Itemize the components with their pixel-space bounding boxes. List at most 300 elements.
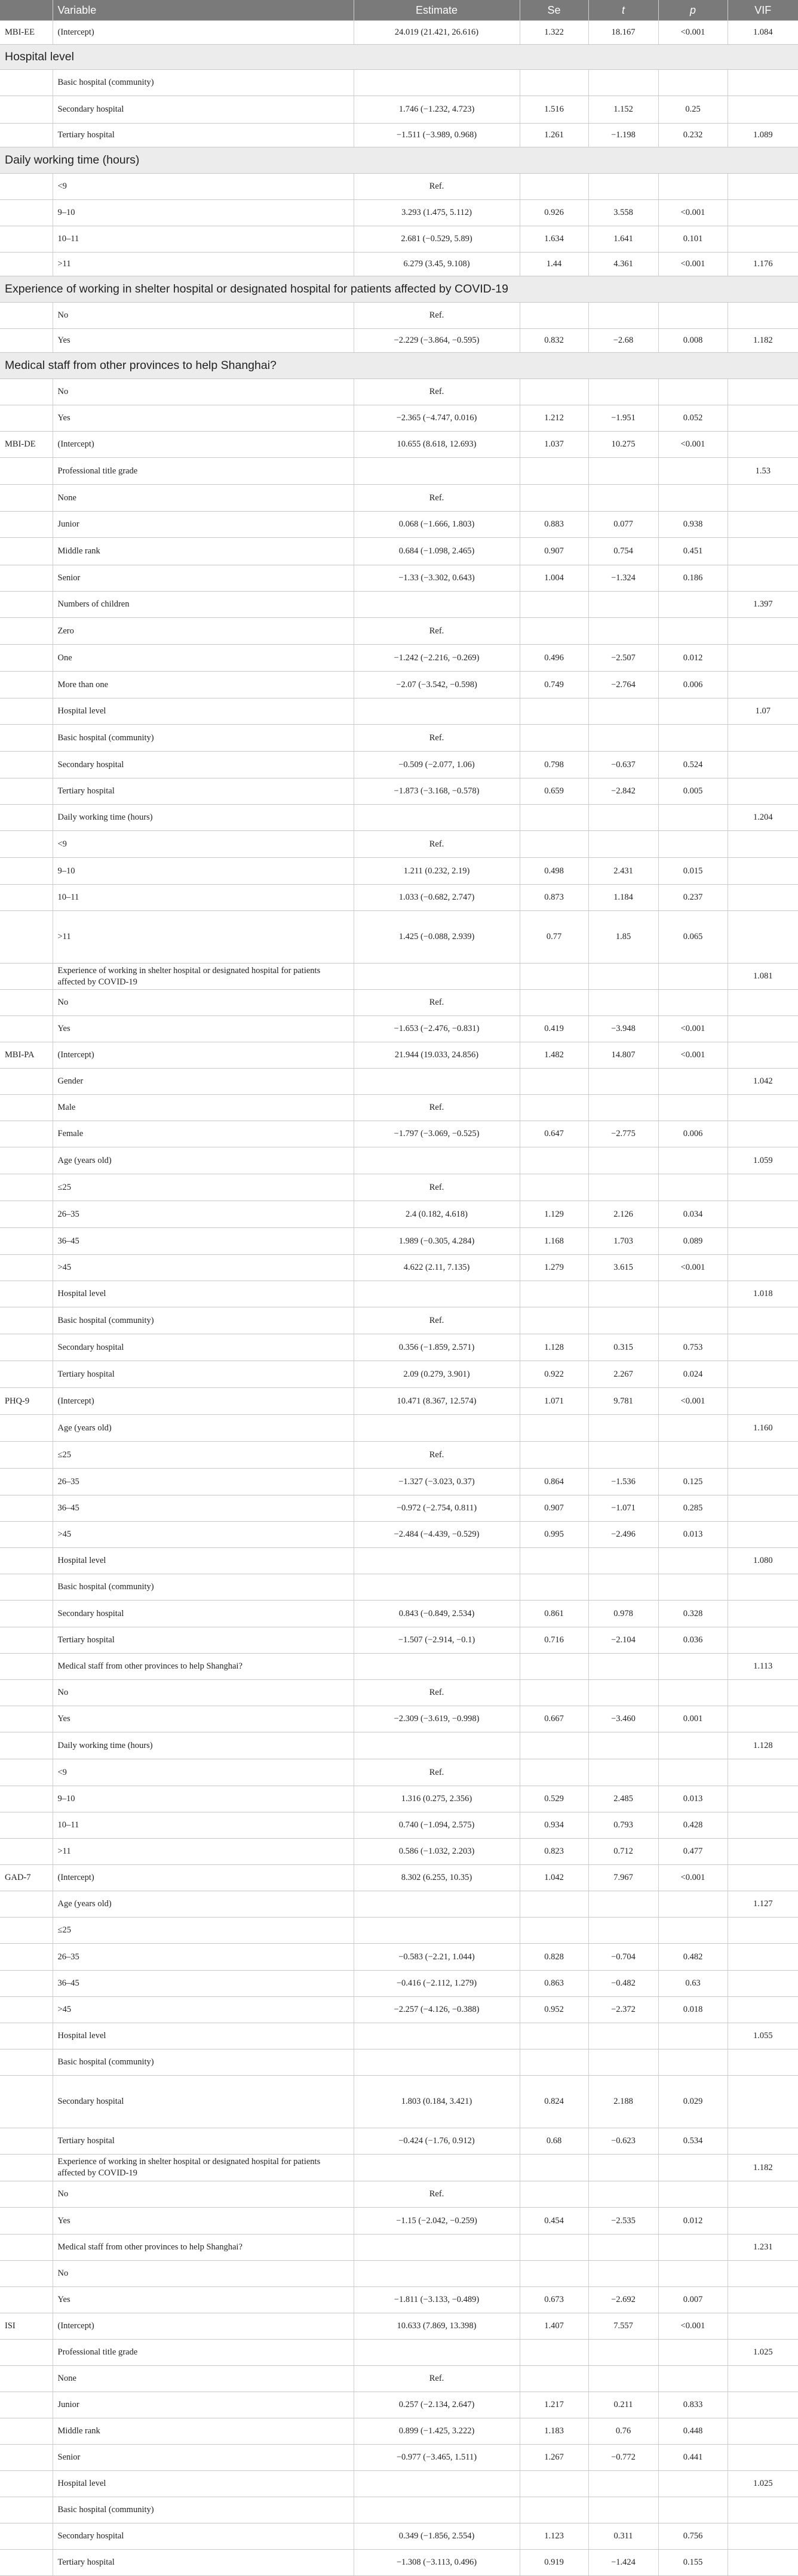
variable-cell: Zero <box>53 618 354 645</box>
model-cell <box>0 2550 53 2576</box>
p-value-cell: 0.756 <box>658 2523 728 2550</box>
vif-cell <box>728 2128 798 2155</box>
se-cell <box>520 618 588 645</box>
se-cell: 0.716 <box>520 1627 588 1654</box>
t-value-cell: 2.188 <box>588 2076 658 2128</box>
vif-cell <box>728 1839 798 1865</box>
vif-cell <box>728 778 798 805</box>
estimate-text: Ref. <box>429 839 444 849</box>
table-row <box>0 21 798 45</box>
vif-cell: 1.059 <box>728 1147 798 1174</box>
p-value-cell <box>658 458 728 485</box>
p-value-cell: 0.018 <box>658 1997 728 2023</box>
header-blank <box>0 0 53 21</box>
estimate-text: 0.586 (−1.032, 2.203) <box>398 1846 475 1856</box>
estimate-text: −2.365 (−4.747, 0.016) <box>396 413 477 423</box>
estimate-text: 10.471 (8.367, 12.574) <box>397 1396 477 1406</box>
se-cell <box>520 1918 588 1944</box>
se-cell <box>520 2023 588 2049</box>
se-cell <box>520 2049 588 2076</box>
model-cell <box>0 458 53 485</box>
p-value-cell <box>658 805 728 831</box>
estimate-cell <box>354 1522 520 1548</box>
t-value-cell <box>588 2181 658 2208</box>
estimate-cell <box>354 831 520 858</box>
estimate-cell <box>354 1548 520 1574</box>
model-cell <box>0 885 53 911</box>
estimate-cell <box>354 885 520 911</box>
model-cell <box>0 485 53 512</box>
se-cell <box>520 1307 588 1334</box>
se-cell: 1.183 <box>520 2418 588 2445</box>
variable-cell: 10–11 <box>53 226 354 253</box>
vif-cell <box>728 1601 798 1627</box>
vif-cell <box>728 1706 798 1732</box>
p-value-cell: 0.036 <box>658 1627 728 1654</box>
t-value-cell <box>588 964 658 990</box>
se-cell <box>520 1891 588 1918</box>
vif-cell: 1.025 <box>728 2471 798 2497</box>
estimate-cell <box>354 1042 520 1069</box>
t-value-cell: −0.482 <box>588 1971 658 1997</box>
p-value-cell: 0.024 <box>658 1361 728 1388</box>
vif-cell <box>728 1201 798 1228</box>
p-value-cell: 0.001 <box>658 1706 728 1732</box>
model-cell <box>0 778 53 805</box>
variable-cell: Tertiary hospital <box>53 2550 354 2576</box>
p-value-cell: 0.186 <box>658 565 728 592</box>
p-value-cell <box>658 303 728 329</box>
variable-cell: Daily working time (hours) <box>53 805 354 831</box>
estimate-cell <box>354 2235 520 2261</box>
estimate-text: Ref. <box>429 998 444 1007</box>
vif-cell: 1.025 <box>728 2340 798 2366</box>
estimate-cell <box>354 964 520 990</box>
estimate-cell <box>354 1147 520 1174</box>
estimate-text: Ref. <box>429 1103 444 1112</box>
variable-cell: >45 <box>53 1997 354 2023</box>
se-cell: 0.952 <box>520 1997 588 2023</box>
se-cell: 1.407 <box>520 2313 588 2340</box>
t-value-cell: −3.460 <box>588 1706 658 1732</box>
variable-cell: Secondary hospital <box>53 96 354 124</box>
estimate-cell <box>354 1307 520 1334</box>
estimate-cell <box>354 70 520 96</box>
vif-cell: 1.127 <box>728 1891 798 1918</box>
table-row <box>0 1361 798 1388</box>
p-value-cell: 0.013 <box>658 1522 728 1548</box>
t-value-cell <box>588 174 658 200</box>
estimate-cell <box>354 2313 520 2340</box>
vif-cell: 1.080 <box>728 1548 798 1574</box>
p-value-cell <box>658 1174 728 1201</box>
estimate-text: −1.327 (−3.023, 0.37) <box>398 1476 475 1486</box>
t-value-cell <box>588 2023 658 2049</box>
model-cell <box>0 645 53 672</box>
p-value-cell <box>658 698 728 725</box>
estimate-cell <box>354 2392 520 2418</box>
p-value-cell <box>658 485 728 512</box>
p-value-cell: 0.065 <box>658 911 728 964</box>
section-row <box>0 276 798 303</box>
variable-cell: Medical staff from other provinces to help Shanghai? <box>53 1654 354 1680</box>
table-row <box>0 1469 798 1495</box>
estimate-cell <box>354 405 520 432</box>
p-value-cell <box>658 2497 728 2523</box>
variable-cell: Female <box>53 1121 354 1147</box>
table-row <box>0 2235 798 2261</box>
model-cell <box>0 1654 53 1680</box>
variable-cell: Junior <box>53 2392 354 2418</box>
header-estimate: Estimate <box>354 0 520 21</box>
t-value-cell: 4.361 <box>588 253 658 276</box>
se-cell: 0.832 <box>520 329 588 353</box>
p-value-cell: 0.448 <box>658 2418 728 2445</box>
table-row <box>0 1918 798 1944</box>
variable-cell: 9–10 <box>53 858 354 885</box>
model-cell <box>0 1469 53 1495</box>
table-row <box>0 226 798 253</box>
table-row <box>0 1786 798 1812</box>
model-cell <box>0 2366 53 2392</box>
estimate-cell <box>354 645 520 672</box>
p-value-cell: 0.012 <box>658 645 728 672</box>
t-value-cell: −0.623 <box>588 2128 658 2155</box>
p-value-cell: 0.012 <box>658 2208 728 2235</box>
estimate-cell <box>354 1918 520 1944</box>
model-cell <box>0 1706 53 1732</box>
estimate-cell <box>354 2550 520 2576</box>
vif-cell <box>728 1255 798 1281</box>
estimate-cell <box>354 1812 520 1839</box>
p-value-cell: 0.25 <box>658 96 728 124</box>
variable-cell: More than one <box>53 672 354 698</box>
estimate-cell <box>354 1706 520 1732</box>
se-cell: 1.168 <box>520 1228 588 1255</box>
estimate-cell <box>354 2076 520 2128</box>
section-label: Daily working time (hours) <box>0 147 798 174</box>
estimate-text: −0.583 (−2.21, 1.044) <box>398 1952 475 1962</box>
model-cell <box>0 1442 53 1469</box>
p-value-cell <box>658 70 728 96</box>
vif-cell <box>728 1174 798 1201</box>
t-value-cell: −0.704 <box>588 1944 658 1971</box>
estimate-cell <box>354 1601 520 1627</box>
vif-cell <box>728 1228 798 1255</box>
table-row <box>0 2313 798 2340</box>
model-cell <box>0 1334 53 1361</box>
variable-cell: <9 <box>53 174 354 200</box>
vif-cell <box>728 405 798 432</box>
estimate-cell <box>354 2471 520 2497</box>
se-cell <box>520 2497 588 2523</box>
p-value-cell <box>658 1442 728 1469</box>
variable-cell: Yes <box>53 1706 354 1732</box>
variable-cell: Male <box>53 1095 354 1121</box>
t-value-cell <box>588 2471 658 2497</box>
vif-cell <box>728 2418 798 2445</box>
t-value-cell: 0.311 <box>588 2523 658 2550</box>
estimate-text: 1.316 (0.275, 2.356) <box>401 1794 472 1803</box>
estimate-cell <box>354 1442 520 1469</box>
se-cell <box>520 2155 588 2181</box>
estimate-cell <box>354 618 520 645</box>
variable-cell: No <box>53 1680 354 1706</box>
t-value-cell: 3.615 <box>588 1255 658 1281</box>
p-value-cell: 0.534 <box>658 2128 728 2155</box>
table-row <box>0 2366 798 2392</box>
p-value-cell: <0.001 <box>658 253 728 276</box>
se-cell <box>520 379 588 405</box>
model-cell <box>0 1281 53 1307</box>
model-cell <box>0 1361 53 1388</box>
table-row <box>0 752 798 778</box>
se-cell: 0.926 <box>520 200 588 226</box>
table-row <box>0 2023 798 2049</box>
variable-cell: Medical staff from other provinces to help Shanghai? <box>53 2235 354 2261</box>
estimate-cell <box>354 21 520 45</box>
section-row <box>0 353 798 379</box>
se-cell: 1.322 <box>520 21 588 45</box>
estimate-cell <box>354 303 520 329</box>
vif-cell <box>728 1944 798 1971</box>
estimate-cell <box>354 911 520 964</box>
estimate-text: 1.033 (−0.682, 2.747) <box>398 892 475 902</box>
table-row <box>0 2445 798 2471</box>
se-cell: 0.995 <box>520 1522 588 1548</box>
t-value-cell <box>588 1442 658 1469</box>
se-cell: 0.798 <box>520 752 588 778</box>
se-cell: 0.77 <box>520 911 588 964</box>
t-value-cell: −1.424 <box>588 2550 658 2576</box>
model-cell <box>0 226 53 253</box>
se-cell: 0.68 <box>520 2128 588 2155</box>
variable-cell: Tertiary hospital <box>53 2128 354 2155</box>
model-cell <box>0 1627 53 1654</box>
vif-cell <box>728 1812 798 1839</box>
model-cell <box>0 1415 53 1442</box>
se-cell: 0.907 <box>520 1495 588 1522</box>
model-cell <box>0 1759 53 1786</box>
table-row <box>0 885 798 911</box>
se-cell: 0.828 <box>520 1944 588 1971</box>
model-cell <box>0 1732 53 1759</box>
model-cell <box>0 592 53 618</box>
vif-cell <box>728 1971 798 1997</box>
table-row <box>0 2523 798 2550</box>
table-row <box>0 2155 798 2181</box>
header-row <box>0 0 798 21</box>
header-t: t <box>588 0 658 21</box>
estimate-text: Ref. <box>429 1767 444 1777</box>
variable-cell: Age (years old) <box>53 1147 354 1174</box>
variable-cell: None <box>53 485 354 512</box>
vif-cell <box>728 432 798 458</box>
vif-cell <box>728 2550 798 2576</box>
model-cell <box>0 752 53 778</box>
estimate-text: 0.349 (−1.856, 2.554) <box>398 2531 475 2541</box>
estimate-cell <box>354 990 520 1016</box>
variable-cell: (Intercept) <box>53 432 354 458</box>
se-cell: 1.037 <box>520 432 588 458</box>
table-row <box>0 990 798 1016</box>
variable-cell: Secondary hospital <box>53 2076 354 2128</box>
estimate-cell <box>354 2208 520 2235</box>
se-cell: 0.883 <box>520 512 588 538</box>
table-row <box>0 70 798 96</box>
p-value-cell: 0.029 <box>658 2076 728 2128</box>
vif-cell: 1.081 <box>728 964 798 990</box>
table-row <box>0 1812 798 1839</box>
table-row <box>0 512 798 538</box>
model-cell <box>0 174 53 200</box>
vif-cell <box>728 645 798 672</box>
t-value-cell: −0.772 <box>588 2445 658 2471</box>
estimate-text: −0.416 (−2.112, 1.279) <box>396 1978 477 1988</box>
se-cell: 1.217 <box>520 2392 588 2418</box>
p-value-cell: 0.008 <box>658 329 728 353</box>
vif-cell: 1.018 <box>728 1281 798 1307</box>
t-value-cell: −2.775 <box>588 1121 658 1147</box>
se-cell <box>520 458 588 485</box>
variable-cell: Yes <box>53 405 354 432</box>
estimate-text: 2.09 (0.279, 3.901) <box>403 1369 470 1379</box>
se-cell: 1.129 <box>520 1201 588 1228</box>
se-cell: 0.861 <box>520 1601 588 1627</box>
model-cell <box>0 70 53 96</box>
se-cell <box>520 2471 588 2497</box>
estimate-text: −2.257 (−4.126, −0.388) <box>394 2005 480 2014</box>
estimate-text: −0.972 (−2.754, 0.811) <box>396 1503 477 1513</box>
estimate-cell <box>354 1944 520 1971</box>
estimate-cell <box>354 2340 520 2366</box>
table-header <box>0 0 798 21</box>
model-cell <box>0 2471 53 2497</box>
t-value-cell <box>588 1732 658 1759</box>
model-cell <box>0 618 53 645</box>
p-value-cell <box>658 618 728 645</box>
model-cell <box>0 1201 53 1228</box>
p-value-cell: 0.052 <box>658 405 728 432</box>
model-cell <box>0 2235 53 2261</box>
model-cell <box>0 565 53 592</box>
vif-cell <box>728 174 798 200</box>
model-cell <box>0 672 53 698</box>
table-row <box>0 805 798 831</box>
t-value-cell <box>588 1654 658 1680</box>
t-value-cell: 9.781 <box>588 1388 658 1415</box>
variable-cell: Experience of working in shelter hospital or designated hospital for patients affected by COVID-19 <box>53 2155 354 2181</box>
variable-cell: Professional title grade <box>53 458 354 485</box>
se-cell: 1.279 <box>520 1255 588 1281</box>
t-value-cell: 0.754 <box>588 538 658 565</box>
table-row <box>0 2181 798 2208</box>
p-value-cell: 0.155 <box>658 2550 728 2576</box>
se-cell: 0.454 <box>520 2208 588 2235</box>
model-cell: GAD-7 <box>0 1865 53 1891</box>
table-row <box>0 1522 798 1548</box>
variable-cell: Hospital level <box>53 2471 354 2497</box>
model-cell: PHQ-9 <box>0 1388 53 1415</box>
vif-cell <box>728 2497 798 2523</box>
se-cell: 0.864 <box>520 1469 588 1495</box>
section-label: Medical staff from other provinces to help Shanghai? <box>0 353 798 379</box>
variable-cell: 36–45 <box>53 1971 354 1997</box>
estimate-text: −1.242 (−2.216, −0.269) <box>394 653 480 663</box>
t-value-cell <box>588 1307 658 1334</box>
vif-cell: 1.042 <box>728 1069 798 1095</box>
t-value-cell: 0.315 <box>588 1334 658 1361</box>
table-row <box>0 1839 798 1865</box>
table-row <box>0 458 798 485</box>
estimate-cell <box>354 1361 520 1388</box>
t-value-cell <box>588 70 658 96</box>
header-vif: VIF <box>728 0 798 21</box>
estimate-text: 0.843 (−0.849, 2.534) <box>398 1608 475 1618</box>
model-cell <box>0 96 53 124</box>
model-cell <box>0 1147 53 1174</box>
se-cell: 0.659 <box>520 778 588 805</box>
vif-cell <box>728 565 798 592</box>
table-row <box>0 2049 798 2076</box>
table-row <box>0 1281 798 1307</box>
estimate-text: 1.803 (0.184, 3.421) <box>401 2097 472 2106</box>
estimate-text: 2.681 (−0.529, 5.89) <box>401 234 472 244</box>
table-row <box>0 1174 798 1201</box>
se-cell: 1.634 <box>520 226 588 253</box>
table-body <box>0 21 798 2576</box>
variable-cell: Senior <box>53 2445 354 2471</box>
t-value-cell: −3.948 <box>588 1016 658 1042</box>
estimate-text: −2.07 (−3.542, −0.598) <box>396 679 477 690</box>
estimate-cell <box>354 2497 520 2523</box>
se-cell: 0.498 <box>520 858 588 885</box>
p-value-cell <box>658 1415 728 1442</box>
t-value-cell <box>588 1069 658 1095</box>
estimate-text: Ref. <box>429 2189 444 2199</box>
se-cell: 0.749 <box>520 672 588 698</box>
p-value-cell <box>658 2155 728 2181</box>
model-cell <box>0 1121 53 1147</box>
estimate-cell <box>354 174 520 200</box>
model-cell <box>0 1522 53 1548</box>
table-row <box>0 698 798 725</box>
variable-cell: 26–35 <box>53 1201 354 1228</box>
se-cell: 1.267 <box>520 2445 588 2471</box>
vif-cell <box>728 1495 798 1522</box>
t-value-cell <box>588 2235 658 2261</box>
estimate-cell <box>354 379 520 405</box>
p-value-cell <box>658 1918 728 1944</box>
variable-cell: ≤25 <box>53 1442 354 1469</box>
table-row <box>0 329 798 353</box>
estimate-cell <box>354 226 520 253</box>
model-cell <box>0 831 53 858</box>
estimate-cell <box>354 2366 520 2392</box>
t-value-cell: −1.071 <box>588 1495 658 1522</box>
model-cell <box>0 1839 53 1865</box>
estimate-cell <box>354 200 520 226</box>
p-value-cell <box>658 1680 728 1706</box>
model-cell <box>0 1680 53 1706</box>
vif-cell <box>728 96 798 124</box>
model-cell <box>0 2155 53 2181</box>
variable-cell: Age (years old) <box>53 1415 354 1442</box>
se-cell <box>520 2181 588 2208</box>
t-value-cell: 2.431 <box>588 858 658 885</box>
se-cell <box>520 1654 588 1680</box>
estimate-text: Ref. <box>429 1182 444 1192</box>
